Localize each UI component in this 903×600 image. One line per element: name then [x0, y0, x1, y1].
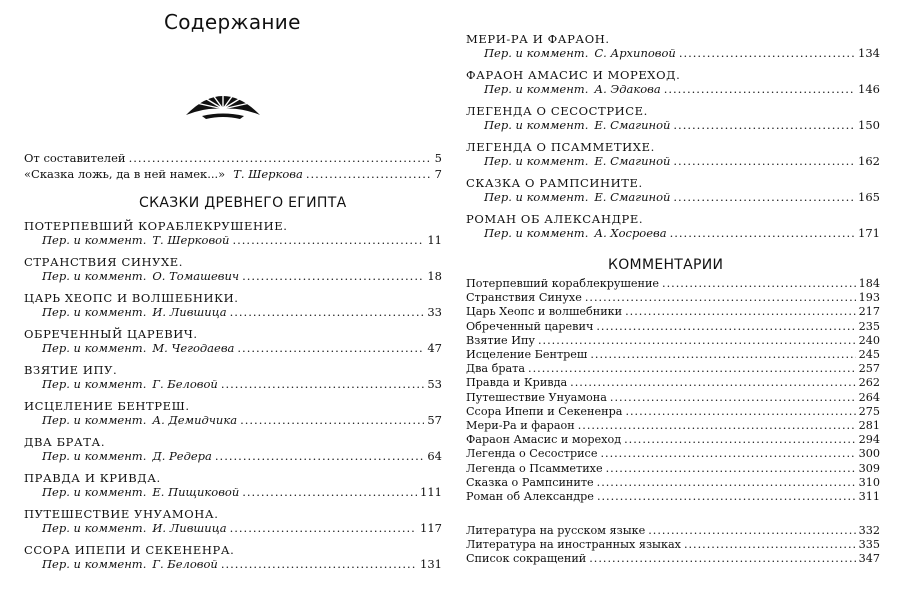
- page-number: 294: [858, 433, 880, 447]
- tale-title[interactable]: ЛЕГЕНДА О СЕСОСТРИСЕ.: [466, 104, 648, 118]
- page-number: 134: [858, 46, 880, 60]
- toc-entry[interactable]: [466, 334, 880, 348]
- page-number: 47: [427, 341, 442, 355]
- dot-leader: [578, 419, 856, 433]
- tale-title[interactable]: СКАЗКА О РАМПСИНИТЕ.: [466, 176, 643, 190]
- tale-translator-line[interactable]: [466, 118, 880, 132]
- page-number: 165: [858, 190, 880, 204]
- tale-entry: [24, 219, 442, 247]
- front-matter-list: [24, 151, 442, 181]
- dot-leader: [670, 226, 855, 240]
- dot-leader: [648, 524, 855, 538]
- translator-name: И. Лившица: [152, 305, 227, 319]
- page-number: 162: [858, 154, 880, 168]
- translator-name: С. Архиповой: [594, 46, 676, 60]
- dot-leader: [664, 82, 855, 96]
- dot-leader: [673, 118, 855, 132]
- dot-leader: [237, 341, 424, 355]
- tale-entry: [24, 507, 442, 535]
- entry-label: Царь Хеопс и волшебники: [466, 305, 623, 319]
- toc-entry[interactable]: [466, 462, 880, 476]
- dot-leader: [129, 151, 432, 165]
- dot-leader: [600, 447, 855, 461]
- tale-title[interactable]: ИСЦЕЛЕНИЕ БЕНТРЕШ.: [24, 399, 190, 413]
- tale-entry: [466, 68, 880, 96]
- tale-translator-line[interactable]: [24, 269, 442, 283]
- page-number: 300: [858, 447, 880, 461]
- tale-title[interactable]: МЕРИ-РА И ФАРАОН.: [466, 32, 610, 46]
- tale-translator-line[interactable]: [24, 305, 442, 319]
- toc-entry[interactable]: [466, 405, 880, 419]
- section-title-tales: СКАЗКИ ДРЕВНЕГО ЕГИПТА: [139, 195, 347, 211]
- translator-name: Г. Беловой: [152, 557, 218, 571]
- lotus-fan-ornament-icon: [180, 85, 266, 121]
- entry-label: Литература на русском языке: [466, 524, 646, 537]
- translator-name: Т. Шерковой: [152, 233, 230, 247]
- translator-prefix: Пер. и коммент.: [484, 118, 589, 132]
- translator-name: А. Эдакова: [594, 82, 661, 96]
- tale-translator-line[interactable]: [466, 82, 880, 96]
- tale-entry: [24, 291, 442, 319]
- dot-leader: [596, 320, 855, 334]
- page-number: 131: [420, 557, 442, 571]
- entry-label: Фараон Амасис и мореход: [466, 433, 622, 447]
- toc-entry[interactable]: [466, 476, 880, 490]
- translator-name: Г. Беловой: [152, 377, 218, 391]
- page-number: 117: [420, 521, 442, 535]
- tale-entry: [24, 471, 442, 499]
- tale-entry: [24, 435, 442, 463]
- tale-translator-line[interactable]: [466, 46, 880, 60]
- entry-label: От составителей: [24, 151, 126, 165]
- entry-label: Обреченный царевич: [466, 319, 594, 333]
- dot-leader: [597, 476, 856, 490]
- page-number: 64: [427, 449, 442, 463]
- literature-list: [466, 524, 880, 567]
- dot-leader: [585, 291, 856, 305]
- page-number: 11: [427, 233, 442, 247]
- entry-label: Сказка о Рампсините: [466, 475, 594, 489]
- dot-leader: [625, 405, 855, 419]
- dot-leader: [570, 376, 855, 390]
- translator-name: И. Лившица: [152, 521, 227, 535]
- page-number: 150: [858, 118, 880, 132]
- toc-entry[interactable]: [466, 490, 880, 504]
- page-number: 217: [858, 305, 880, 319]
- tale-translator-line[interactable]: [24, 449, 442, 463]
- tale-title[interactable]: ДВА БРАТА.: [24, 435, 106, 449]
- dot-leader: [242, 269, 424, 283]
- tale-entry: [466, 212, 880, 240]
- page-number: 18: [427, 269, 442, 283]
- dot-leader: [230, 521, 417, 535]
- dot-leader: [221, 557, 417, 571]
- dot-leader: [528, 362, 856, 376]
- entry-author: Т. Шеркова: [233, 167, 303, 181]
- entry-label: Странствия Синухе: [466, 291, 582, 305]
- dot-leader: [606, 462, 856, 476]
- translator-prefix: Пер. и коммент.: [42, 485, 147, 499]
- tale-entry: [466, 140, 880, 168]
- tale-entry: [24, 327, 442, 355]
- tale-translator-line[interactable]: [24, 341, 442, 355]
- tale-title[interactable]: ВЗЯТИЕ ИПУ.: [24, 363, 118, 377]
- translator-prefix: Пер. и коммент.: [484, 82, 589, 96]
- translator-prefix: Пер. и коммент.: [42, 305, 147, 319]
- tale-translator-line[interactable]: [24, 557, 442, 571]
- dot-leader: [610, 391, 856, 405]
- translator-prefix: Пер. и коммент.: [42, 377, 147, 391]
- toc-entry[interactable]: [466, 419, 880, 433]
- page-number: 311: [858, 490, 880, 504]
- toc-entry[interactable]: [466, 433, 880, 447]
- translator-prefix: Пер. и коммент.: [42, 557, 147, 571]
- translator-prefix: Пер. и коммент.: [42, 449, 147, 463]
- dot-leader: [240, 413, 424, 427]
- translator-prefix: Пер. и коммент.: [484, 154, 589, 168]
- toc-entry[interactable]: [466, 291, 880, 305]
- tale-entry: [466, 176, 880, 204]
- translator-prefix: Пер. и коммент.: [484, 190, 589, 204]
- dot-leader: [538, 334, 856, 348]
- translator-prefix: Пер. и коммент.: [42, 269, 147, 283]
- page-number: 171: [858, 226, 880, 240]
- page-number: 146: [858, 82, 880, 96]
- page-number: 184: [858, 277, 880, 290]
- tale-title[interactable]: ФАРАОН АМАСИС И МОРЕХОД.: [466, 68, 681, 82]
- tale-title[interactable]: ПУТЕШЕСТВИЕ УНУАМОНА.: [24, 507, 219, 521]
- tale-entry: [24, 543, 442, 571]
- dot-leader: [679, 46, 855, 60]
- entry-label: Литература на иностранных языках: [466, 538, 681, 552]
- translator-name: Е. Пищиковой: [152, 485, 240, 499]
- page-number: 245: [858, 348, 880, 362]
- page-number: 264: [858, 390, 880, 404]
- dot-leader: [590, 348, 855, 362]
- entry-label: Ссора Ипепи и Секененра: [466, 404, 623, 418]
- entry-label: Путешествие Унуамона: [466, 390, 607, 404]
- tale-translator-line[interactable]: [24, 233, 442, 247]
- page-number: 257: [858, 362, 880, 376]
- entry-label: Роман об Александре: [466, 490, 594, 504]
- translator-name: Е. Смагиной: [594, 190, 671, 204]
- page-number: 5: [434, 151, 442, 165]
- entry-label: Список сокращений: [466, 552, 587, 566]
- translator-name: М. Чегодаева: [152, 341, 235, 355]
- dot-leader: [673, 190, 855, 204]
- tales-list-right: [466, 32, 880, 248]
- toc-entry[interactable]: [466, 524, 880, 538]
- tale-entry: [466, 32, 880, 60]
- tale-translator-line[interactable]: [466, 226, 880, 240]
- dot-leader: [624, 433, 856, 447]
- entry-label: Правда и Кривда: [466, 376, 568, 390]
- dot-leader: [625, 305, 856, 319]
- page-number: 309: [858, 461, 880, 475]
- toc-entry[interactable]: [466, 348, 880, 362]
- translator-name: Е. Смагиной: [594, 154, 671, 168]
- page-number: 7: [434, 167, 442, 181]
- tale-translator-line[interactable]: [24, 413, 442, 427]
- dot-leader: [673, 154, 855, 168]
- toc-entry[interactable]: [466, 305, 880, 319]
- page-number: 281: [858, 419, 880, 433]
- tale-title[interactable]: ОБРЕЧЕННЫЙ ЦАРЕВИЧ.: [24, 327, 198, 341]
- translator-prefix: Пер. и коммент.: [42, 521, 147, 535]
- toc-entry[interactable]: [466, 391, 880, 405]
- page-number: 262: [858, 376, 880, 390]
- dot-leader: [589, 552, 855, 566]
- page-number: 53: [427, 377, 442, 391]
- tale-translator-line[interactable]: [24, 485, 442, 499]
- dot-leader: [684, 538, 856, 552]
- dot-leader: [230, 305, 425, 319]
- translator-prefix: Пер. и коммент.: [42, 413, 147, 427]
- translator-prefix: Пер. и коммент.: [484, 46, 589, 60]
- toc-entry[interactable]: [466, 320, 880, 334]
- translator-prefix: Пер. и коммент.: [484, 226, 589, 240]
- comments-list: [466, 277, 880, 504]
- translator-prefix: Пер. и коммент.: [42, 233, 147, 247]
- tales-list-left: [24, 219, 442, 579]
- tale-translator-line[interactable]: [466, 190, 880, 204]
- translator-prefix: Пер. и коммент.: [42, 341, 147, 355]
- tale-translator-line[interactable]: [24, 377, 442, 391]
- tale-entry: [466, 104, 880, 132]
- page-number: 57: [427, 413, 442, 427]
- page-number: 111: [420, 485, 442, 499]
- page-number: 235: [858, 319, 880, 333]
- page-number: 347: [858, 552, 880, 566]
- toc-entry[interactable]: [466, 362, 880, 376]
- tale-title[interactable]: ЦАРЬ ХЕОПС И ВОЛШЕБНИКИ.: [24, 291, 239, 305]
- translator-name: О. Томашевич: [152, 269, 240, 283]
- toc-entry[interactable]: [466, 376, 880, 390]
- entry-label: Легенда о Сесострисе: [466, 447, 598, 461]
- page-number: 275: [858, 404, 880, 418]
- page-number: 332: [858, 524, 880, 537]
- toc-entry[interactable]: [466, 447, 880, 461]
- page-number: 310: [858, 475, 880, 489]
- toc-entry[interactable]: [24, 151, 442, 165]
- entry-label: Мери-Ра и фараон: [466, 419, 575, 433]
- tale-title[interactable]: СТРАНСТВИЯ СИНУХЕ.: [24, 255, 184, 269]
- translator-name: А. Хосроева: [594, 226, 667, 240]
- dot-leader: [597, 490, 856, 504]
- page-number: 193: [858, 291, 880, 305]
- tale-translator-line[interactable]: [24, 521, 442, 535]
- tale-title[interactable]: ССОРА ИПЕПИ И СЕКЕНЕНРА.: [24, 543, 235, 557]
- page-title: Содержание: [164, 10, 301, 34]
- dot-leader: [242, 485, 417, 499]
- tale-title[interactable]: РОМАН ОБ АЛЕКСАНДРЕ.: [466, 212, 644, 226]
- entry-label: Исцеление Бентреш: [466, 348, 588, 362]
- dot-leader: [232, 233, 424, 247]
- section-title-comments: КОММЕНТАРИИ: [608, 257, 724, 273]
- toc-entry[interactable]: [466, 277, 880, 291]
- tale-translator-line[interactable]: [466, 154, 880, 168]
- dot-leader: [215, 449, 424, 463]
- tale-entry: [24, 255, 442, 283]
- toc-entry[interactable]: [24, 167, 442, 181]
- entry-label: Взятие Ипу: [466, 333, 535, 347]
- translator-name: А. Демидчика: [152, 413, 238, 427]
- entry-label: Легенда о Псамметихе: [466, 461, 603, 475]
- page-number: 33: [427, 305, 442, 319]
- dot-leader: [662, 277, 856, 291]
- tale-title[interactable]: ПРАВДА И КРИВДА.: [24, 471, 161, 485]
- translator-name: Е. Смагиной: [594, 118, 671, 132]
- entry-label: «Сказка ложь, да в ней намек...»: [24, 167, 226, 181]
- tale-entry: [24, 399, 442, 427]
- page-number: 335: [858, 538, 880, 552]
- dot-leader: [221, 377, 425, 391]
- tale-title[interactable]: ЛЕГЕНДА О ПСАММЕТИХЕ.: [466, 140, 655, 154]
- toc-entry[interactable]: [466, 538, 880, 552]
- translator-name: Д. Редера: [152, 449, 212, 463]
- entry-label: Потерпевший кораблекрушение: [466, 277, 660, 290]
- toc-entry[interactable]: [466, 552, 880, 566]
- entry-label: Два брата: [466, 362, 526, 376]
- tale-entry: [24, 363, 442, 391]
- tale-title[interactable]: ПОТЕРПЕВШИЙ КОРАБЛЕКРУШЕНИЕ.: [24, 219, 288, 233]
- page-number: 240: [858, 333, 880, 347]
- dot-leader: [306, 167, 432, 181]
